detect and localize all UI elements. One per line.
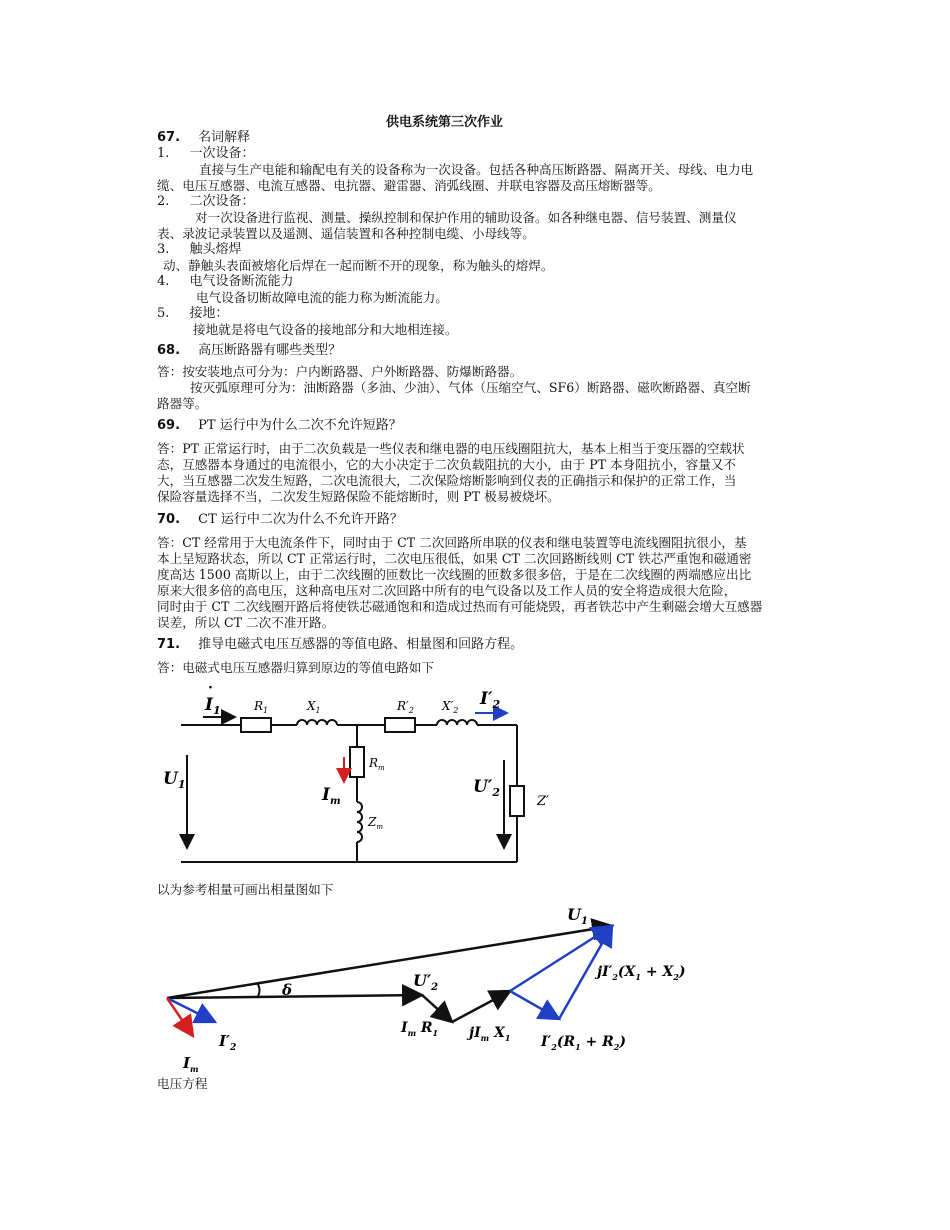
- im-r1-phasor: [422, 995, 452, 1022]
- q70-answer-line: 度高达 1500 高斯以上，由于二次线圈的匝数比一次线圈的匝数多很多倍，于是在二次线圈的两端感应出比: [157, 567, 752, 582]
- q70-answer-line: 答：CT 经常用于大电流条件下，同时由于 CT 二次回路所串联的仪表和继电装置等电流线圈阻抗很小，基: [157, 535, 747, 550]
- phasor-intro: 以为参考相量可画出相量图如下: [157, 882, 334, 897]
- item-index: 5.: [157, 306, 170, 321]
- j-im-x1-label: $jI_m$ $X_1$: [469, 1025, 511, 1043]
- item-term: 二次设备：: [189, 194, 255, 209]
- item-1-desc-2: 缆、电压互感器、电流互感器、电抗器、避雷器、消弧线圈、并联电容器及高压熔断器等。: [157, 178, 661, 193]
- voltage-equation-heading: 电压方程: [157, 1076, 208, 1091]
- item-2-desc-2: 表、录波记录装置以及遥测、遥信装置和各种控制电缆、小母线等。: [157, 226, 535, 241]
- q70-answer-line: 同时由于 CT 二次线圈开路后将使铁芯磁通饱和和造成过热而有可能烧毁，再者铁芯中产生剩磁会增大互感器: [157, 599, 763, 614]
- u2-phasor: [167, 995, 422, 998]
- inductor-x2: [437, 720, 477, 725]
- r2-label: $R'_2$: [397, 699, 414, 715]
- item-4-desc: 电气设备切断故障电流的能力称为断流能力。: [196, 290, 448, 305]
- zm-label: $Z_m$: [368, 815, 383, 831]
- q68-answer-1: 答：按安装地点可分为：户内断路器、户外断路器、防爆断路器。: [157, 364, 523, 379]
- i1-label: $I_1$: [205, 695, 221, 717]
- x1-label: $X_1$: [307, 699, 321, 715]
- item-3-desc: 动、静触头表面被熔化后焊在一起而断不开的现象，称为触头的熔焊。: [163, 258, 554, 273]
- question-number: 67.: [157, 130, 181, 145]
- i2-label: $I'_2$: [219, 1032, 237, 1053]
- equivalent-circuit-diagram: [157, 680, 552, 878]
- r1-label: $R_1$: [254, 699, 269, 715]
- question-67: [157, 130, 250, 146]
- inductor-zm: [357, 802, 362, 842]
- j-i2-x-hyp: [510, 926, 612, 991]
- question-number: 70.: [157, 512, 181, 527]
- item-term: 一次设备：: [189, 146, 255, 161]
- rm-label: $R_m$: [369, 756, 385, 772]
- delta-arc: [257, 983, 260, 998]
- item-3-heading: [157, 242, 242, 258]
- question-68: [157, 343, 341, 359]
- item-5-desc: 接地就是将电气设备的接地部分和大地相连接。: [193, 322, 458, 337]
- item-1-heading: [157, 146, 255, 162]
- question-number: 69.: [157, 418, 181, 433]
- item-2-desc-1: 对一次设备进行监视、测量、操纵控制和保护作用的辅助设备。如各种继电器、信号装置、测量仪: [195, 210, 737, 225]
- item-term: 触头熔焊: [189, 242, 242, 257]
- question-70: [157, 512, 403, 528]
- item-index: 2.: [157, 194, 170, 209]
- page-title: 供电系统第三次作业: [386, 115, 504, 130]
- im-label: $I_m$: [183, 1054, 199, 1074]
- item-5-heading: [157, 306, 229, 322]
- i2-r-label: $I'_2(R_1 + R_2)$: [541, 1034, 626, 1052]
- question-71: [157, 637, 523, 653]
- q70-answer-line: 本上呈短路状态，所以 CT 正常运行时，二次电压很低，如果 CT 二次回路断线则 CT 铁芯严重饱和磁通密: [157, 551, 752, 566]
- j-i2-x-label: $jI'_2(X_1 + X_2)$: [597, 964, 686, 982]
- item-2-heading: [157, 194, 255, 210]
- q69-answer-line: 态，互感器本身通过的电流很小，它的大小决定于二次负载阻抗的大小，由于 PT 本身阻抗小，容量又不: [157, 457, 737, 472]
- question-text: 推导电磁式电压互感器的等值电路、相量图和回路方程。: [198, 637, 524, 652]
- delta-label: δ: [282, 981, 293, 999]
- j-im-x1-phasor: [452, 991, 510, 1022]
- item-term: 接地：: [189, 306, 229, 321]
- item-index: 3.: [157, 242, 170, 257]
- q70-answer-line: 误差，所以 CT 二次不准开路。: [157, 615, 335, 630]
- q68-answer-2b: 路器等。: [157, 396, 208, 411]
- q68-answer-2a: 按灭弧原理可分为：油断路器（多油、少油）、气体（压缩空气、SF6）断路器、磁吹断路器、真空断: [190, 380, 751, 395]
- item-term: 电气设备断流能力: [189, 274, 294, 289]
- resistor-r1: [241, 718, 271, 732]
- question-69: [157, 418, 402, 434]
- item-index: 4.: [157, 274, 170, 289]
- item-index: 1.: [157, 146, 170, 161]
- u1-label: $U_1$: [567, 905, 588, 927]
- resistor-rm: [350, 747, 364, 777]
- q69-answer-line: 大，当互感器二次发生短路，二次电流很大，二次保险熔断影响到仪表的正确指示和保护的正常工作，当: [157, 473, 737, 488]
- question-number: 71.: [157, 637, 181, 652]
- u1-label: $U_1$: [163, 769, 186, 791]
- x2-label: $X'_2$: [442, 699, 459, 715]
- u2-label: $U'_2$: [473, 777, 500, 799]
- im-label: $I_m$: [322, 785, 341, 807]
- load-z: [510, 786, 524, 816]
- im-r1-label: $I_m$ $R_1$: [401, 1020, 439, 1038]
- item-4-heading: [157, 274, 294, 290]
- phasor-diagram: [157, 898, 686, 1076]
- item-1-desc-1: 直接与生产电能和输配电有关的设备称为一次设备。包括各种高压断路器、隔离开关、母线、电力电: [199, 162, 754, 177]
- inductor-x1: [297, 720, 337, 725]
- q71-answer: 答：电磁式电压互感器归算到原边的等值电路如下: [157, 660, 435, 675]
- question-text: 高压断路器有哪些类型？: [198, 343, 342, 358]
- question-title: 名词解释: [198, 130, 251, 145]
- q69-answer-line: 答：PT 正常运行时，由于二次负载是一些仪表和继电器的电压线圈阻抗大，基本上相当于变压器的空载状: [157, 441, 745, 456]
- q69-answer-line: 保险容量选择不当，二次发生短路保险不能熔断时，则 PT 极易被烧坏。: [157, 489, 560, 504]
- i2-label: $I'_2$: [480, 689, 501, 711]
- question-text: PT 运行中为什么二次不允许短路？: [198, 418, 402, 433]
- u1-phasor: [167, 926, 612, 998]
- resistor-r2: [385, 718, 415, 732]
- question-text: CT 运行中二次为什么不允许开路？: [198, 512, 403, 527]
- u2-label: $U'_2$: [413, 971, 439, 993]
- q70-answer-line: 原来大很多倍的高电压，这种高电压对二次回路中所有的电气设备以及工作人员的安全将造成很大危险，: [157, 583, 737, 598]
- question-number: 68.: [157, 343, 181, 358]
- z-label: Z′: [537, 794, 549, 809]
- i1-dot: ·: [208, 680, 213, 696]
- i2-r-phasor: [510, 991, 559, 1019]
